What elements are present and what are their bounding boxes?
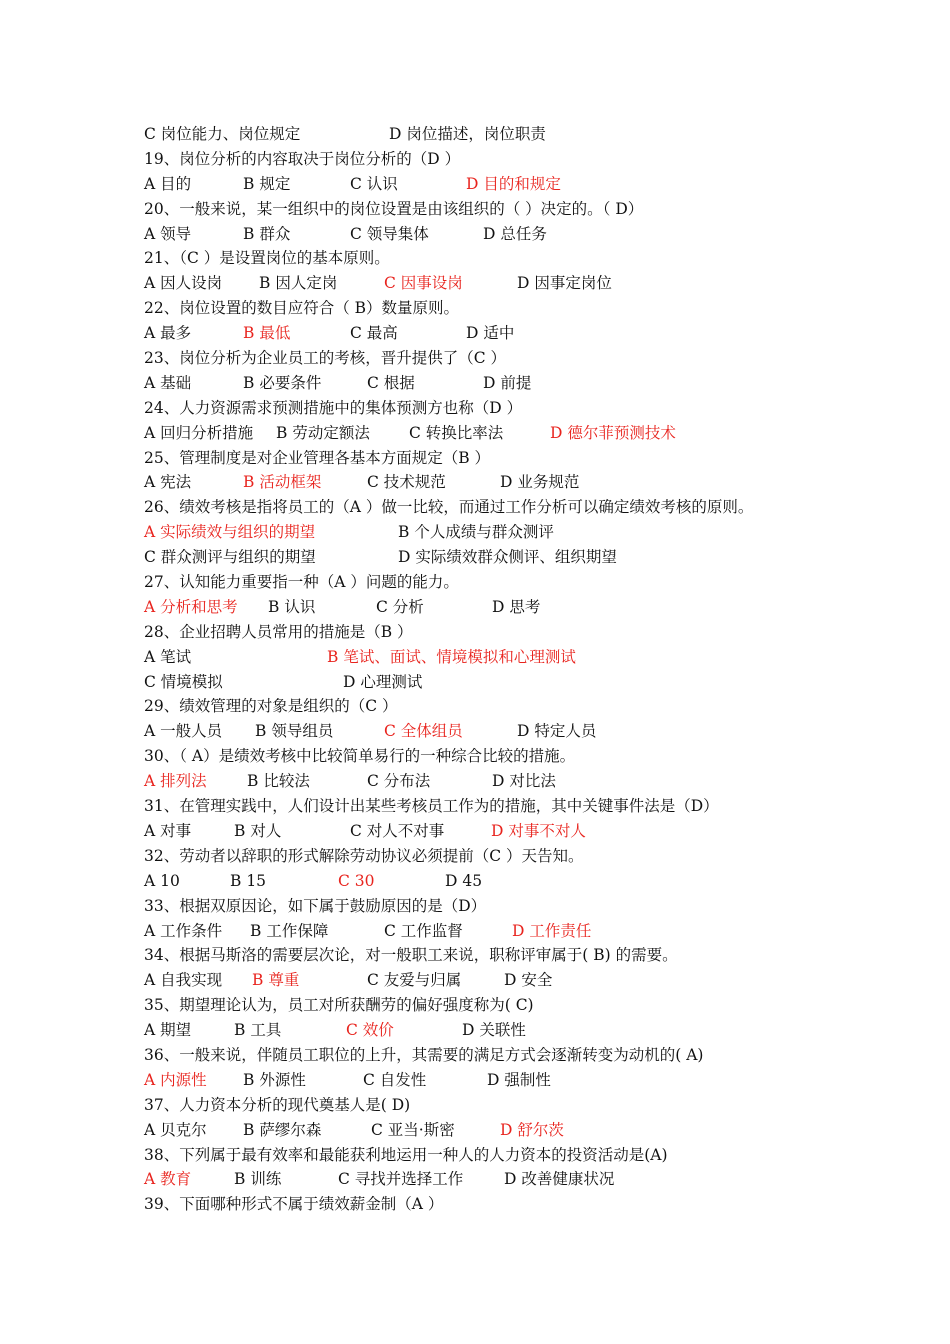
question-line: 33、根据双原因论，如下属于鼓励原因的是（D）	[144, 896, 487, 915]
question-line: 37、人力资本分析的现代奠基人是( D)	[144, 1095, 411, 1114]
option: B 群众	[243, 224, 291, 243]
question-line: 30、（ A）是绩效考核中比较简单易行的一种综合比较的措施。	[144, 747, 576, 766]
question-line: 39、下面哪种形式不属于绩效薪金制（A ）	[144, 1195, 444, 1214]
option: B 工具	[234, 1021, 282, 1040]
option: B 必要条件	[243, 373, 322, 392]
option: C 工作监督	[384, 921, 463, 940]
options-line	[144, 271, 844, 296]
question-line: 23、岗位分析为企业员工的考核，晋升提供了（C ）	[144, 349, 507, 368]
options-line	[144, 819, 844, 844]
options-line	[144, 470, 844, 495]
option: B 训练	[234, 1170, 282, 1189]
option: D 心理测试	[343, 672, 423, 691]
options-line	[144, 222, 844, 247]
option: C 领导集体	[350, 224, 429, 243]
answer-option: D 目的和规定	[466, 174, 561, 193]
option: A 工作条件	[144, 921, 223, 940]
option: A 10	[144, 871, 180, 890]
answer-option: A 内源性	[144, 1070, 207, 1089]
question-line: 25、管理制度是对企业管理各基本方面规定（B ）	[144, 448, 491, 467]
options-line	[144, 645, 844, 670]
options-line	[144, 719, 844, 744]
option: B 对人	[234, 821, 282, 840]
option: C 最高	[350, 324, 398, 343]
answer-option: A 实际绩效与组织的期望	[144, 523, 316, 542]
option: C 寻找并选择工作	[338, 1170, 464, 1189]
option: D 改善健康状况	[504, 1170, 615, 1189]
option: C 根据	[367, 373, 415, 392]
answer-option: D 舒尔茨	[500, 1120, 564, 1139]
option: A 笔试	[144, 647, 192, 666]
options-line	[144, 1018, 844, 1043]
option: A 一般人员	[144, 722, 223, 741]
answer-option: C 效价	[346, 1021, 394, 1040]
option: A 回归分析措施	[144, 423, 254, 442]
option: C 群众测评与组织的期望	[144, 548, 316, 567]
question-line: 32、劳动者以辞职的形式解除劳动协议必须提前（C ）天告知。	[144, 846, 584, 865]
option: B 比较法	[247, 772, 310, 791]
question-line: 29、绩效管理的对象是组织的（C ）	[144, 697, 398, 716]
option: A 对事	[144, 821, 192, 840]
answer-option: B 活动框架	[243, 473, 322, 492]
option: B 认识	[268, 597, 316, 616]
option: B 工作保障	[250, 921, 329, 940]
option: D 适中	[466, 324, 515, 343]
option: C 转换比率法	[409, 423, 504, 442]
question-line: 34、根据马斯洛的需要层次论，对一般职工来说，职称评审属于( B) 的需要。	[144, 946, 678, 965]
question-line: 35、期望理论认为，员工对所获酬劳的偏好强度称为( C)	[144, 996, 534, 1015]
options-line	[144, 869, 844, 894]
option: D 强制性	[487, 1070, 551, 1089]
option: A 基础	[144, 373, 192, 392]
option: D 总任务	[483, 224, 547, 243]
options-line	[144, 968, 844, 993]
question-line: 20、一般来说，某一组织中的岗位设置是由该组织的（ ）决定的。（ D）	[144, 199, 644, 218]
question-line: 24、人力资源需求预测措施中的集体预测方也称（D ）	[144, 398, 523, 417]
option: D 思考	[492, 597, 541, 616]
option: B 规定	[243, 174, 291, 193]
option: D 45	[445, 871, 483, 890]
answer-option: B 尊重	[252, 971, 300, 990]
option: B 劳动定额法	[276, 423, 370, 442]
answer-option: D 工作责任	[512, 921, 592, 940]
option: C 友爱与归属	[367, 971, 462, 990]
option: A 领导	[144, 224, 192, 243]
question-line: 28、企业招聘人员常用的措施是（B ）	[144, 622, 413, 641]
option: A 目的	[144, 174, 192, 193]
question-line: 31、在管理实践中，人们设计出某些考核员工作为的措施，其中关键事件法是（D）	[144, 797, 719, 816]
answer-option: A 教育	[144, 1170, 192, 1189]
options-line	[144, 371, 844, 396]
option: A 宪法	[144, 473, 192, 492]
question-line: 38、下列属于最有效率和最能获利地运用一种人的人力资本的投资活动是(A)	[144, 1145, 668, 1164]
answer-option: C 全体组员	[384, 722, 463, 741]
question-line: 27、认知能力重要指一种（A ）问题的能力。	[144, 573, 459, 592]
options-line	[144, 1068, 844, 1093]
option: B 领导组员	[255, 722, 334, 741]
option: C 自发性	[363, 1070, 427, 1089]
options-line	[144, 1118, 844, 1143]
options-line	[144, 769, 844, 794]
option: D 关联性	[462, 1021, 526, 1040]
option: B 因人定岗	[259, 274, 338, 293]
option: C 岗位能力、岗位规定	[144, 125, 301, 143]
option: D 因事定岗位	[517, 274, 612, 293]
question-line: 36、一般来说，伴随员工职位的上升，其需要的满足方式会逐渐转变为动机的( A)	[144, 1045, 704, 1064]
option: B 萨缪尔森	[243, 1120, 322, 1139]
options-line	[144, 670, 844, 695]
options-line	[144, 122, 844, 147]
document-page	[144, 122, 844, 1217]
answer-option: C 因事设岗	[384, 274, 463, 293]
option: D 安全	[504, 971, 553, 990]
answer-option: B 笔试、面试、情境模拟和心理测试	[327, 647, 576, 666]
option: B 外源性	[243, 1070, 306, 1089]
options-line	[144, 545, 844, 570]
option: D 实际绩效群众侧评、组织期望	[398, 548, 617, 567]
option: C 情境模拟	[144, 672, 223, 691]
option: D 前提	[483, 373, 532, 392]
option: D 特定人员	[517, 722, 597, 741]
answer-option: A 排列法	[144, 772, 207, 791]
question-line: 21、（C ）是设置岗位的基本原则。	[144, 249, 390, 268]
option: A 贝克尔	[144, 1120, 207, 1139]
options-line	[144, 421, 844, 446]
option: C 分析	[376, 597, 424, 616]
option: A 最多	[144, 324, 192, 343]
option: D 岗位描述，岗位职责	[389, 125, 546, 143]
option: D 业务规范	[500, 473, 580, 492]
answer-option: C 30	[338, 871, 375, 890]
options-line	[144, 919, 844, 944]
option: A 因人设岗	[144, 274, 223, 293]
option: B 个人成绩与群众测评	[398, 523, 554, 542]
options-line	[144, 595, 844, 620]
option: A 自我实现	[144, 971, 223, 990]
question-line: 22、岗位设置的数目应符合（ B）数量原则。	[144, 299, 460, 318]
options-line	[144, 1167, 844, 1192]
option: C 技术规范	[367, 473, 446, 492]
options-line	[144, 321, 844, 346]
answer-option: B 最低	[243, 324, 291, 343]
option: A 期望	[144, 1021, 192, 1040]
answer-option: D 德尔菲预测技术	[550, 423, 676, 442]
options-line	[144, 172, 844, 197]
question-line: 26、绩效考核是指将员工的（A ）做一比较，而通过工作分析可以确定绩效考核的原则。	[144, 498, 754, 517]
option: D 对比法	[492, 772, 556, 791]
option: C 认识	[350, 174, 398, 193]
answer-option: D 对事不对人	[491, 821, 586, 840]
question-line: 19、岗位分析的内容取决于岗位分析的（D ）	[144, 149, 461, 168]
option: C 亚当·斯密	[371, 1120, 455, 1139]
option: C 对人不对事	[350, 821, 445, 840]
option: C 分布法	[367, 772, 431, 791]
option: B 15	[230, 871, 267, 890]
answer-option: A 分析和思考	[144, 597, 238, 616]
options-line	[144, 520, 844, 545]
